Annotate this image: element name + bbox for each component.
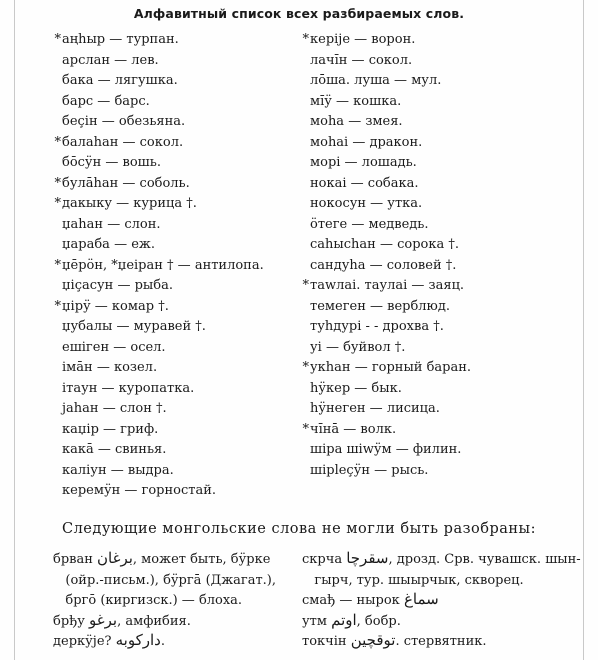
word-entry — [54, 317, 264, 338]
notes-heading: Следующие монгольские слова не могли быть разобраны: — [62, 521, 536, 537]
word-entry — [54, 481, 264, 502]
asterisk-marker: * — [54, 257, 61, 273]
word-entry — [302, 153, 471, 174]
word-entry-text: нокосун — утка. — [310, 196, 423, 211]
asterisk-marker: * — [54, 134, 61, 150]
word-entry-text: ешігeн — осел. — [62, 339, 166, 355]
word-entry — [302, 112, 471, 133]
note-text: скрча — [302, 552, 347, 567]
note-line — [53, 610, 276, 631]
arabic-script-word: داركوبه — [115, 631, 161, 649]
word-entry — [54, 30, 264, 51]
word-entry-text: туһдурі - - дрохва †. — [310, 319, 444, 334]
note-line — [53, 589, 276, 610]
arabic-script-word: برغو — [89, 610, 118, 629]
note-text: (ойр.-письм.), бӱргā (Джагат.), — [53, 572, 277, 588]
word-entry-text: кака̄ — свинья. — [62, 442, 167, 457]
word-entry-text: каџір — гриф. — [62, 421, 159, 437]
word-entry-text: ітаун — куропатка. — [62, 380, 195, 396]
word-entry — [302, 440, 471, 461]
word-list-left-column — [54, 30, 264, 502]
word-entry — [302, 297, 471, 318]
notes-left-column — [53, 548, 276, 651]
note-line — [53, 630, 276, 651]
arabic-script-word: برغان — [97, 549, 133, 567]
word-entry — [54, 297, 264, 318]
note-text: утм — [302, 613, 332, 629]
word-entry-text: балаһан — сокол. — [62, 134, 184, 150]
asterisk-marker: * — [302, 421, 309, 437]
asterisk-marker: * — [302, 32, 309, 47]
note-text: . стервятник. — [395, 634, 487, 649]
word-entry-text: бака — лягушка. — [62, 73, 178, 88]
word-entry — [54, 153, 264, 174]
word-entry — [302, 399, 471, 420]
word-entry-text: џараба — еж. — [62, 237, 155, 252]
word-entry-text: арслан — лев. — [62, 52, 159, 68]
word-entry-text: темеген — верблюд. — [310, 298, 450, 314]
word-entry — [54, 461, 264, 482]
word-entry — [54, 440, 264, 461]
note-text: , может быть, бӱрке — [132, 552, 271, 567]
word-entry — [54, 338, 264, 359]
notes-right-column — [302, 548, 581, 651]
word-entry — [54, 194, 264, 215]
arabic-script-word: سقرچا — [346, 549, 389, 567]
note-text: деркӱјe? — [53, 634, 116, 649]
note-text: смађ — нырок — [302, 593, 404, 608]
word-entry — [302, 174, 471, 195]
word-entry-text: џіҫасун — рыба. — [62, 278, 173, 293]
asterisk-marker: * — [54, 32, 61, 47]
word-entry-text: шіра шіwӱм — филин. — [310, 442, 462, 457]
word-entry — [54, 92, 264, 113]
note-line — [53, 569, 276, 590]
word-entry-text: кеpемӱн — горностай. — [62, 483, 216, 498]
word-entry — [54, 399, 264, 420]
asterisk-marker: * — [54, 175, 61, 191]
word-entry — [302, 420, 471, 441]
word-list-right-column — [302, 30, 471, 481]
word-entry — [54, 133, 264, 154]
word-entry-text: бо̄сӱн — вошь. — [62, 155, 161, 170]
note-text: . — [160, 634, 165, 649]
note-line — [302, 610, 581, 631]
word-entry — [54, 379, 264, 400]
word-entry-text: џе̄рӧн, *џеіран † — антилопа. — [62, 257, 264, 273]
note-text: токчін — [302, 634, 351, 649]
word-entry-text: һӱнеген — лисица. — [310, 401, 440, 416]
note-text: , бобр. — [356, 613, 401, 629]
word-entry — [54, 174, 264, 195]
arabic-script-word: سماغ — [403, 590, 439, 608]
word-entry-text: укһан — горный баран. — [310, 360, 472, 375]
word-entry — [302, 379, 471, 400]
word-entry-text: мі̄ӱ — кошка. — [310, 93, 402, 109]
note-line — [302, 630, 581, 651]
note-line — [53, 548, 276, 569]
word-entry-text: лōша. луша — мул. — [310, 73, 442, 88]
word-entry — [302, 235, 471, 256]
note-text: , дрозд. Срв. чувашск. шын- — [388, 552, 581, 567]
page-border-left — [14, 0, 15, 660]
word-entry — [302, 30, 471, 51]
word-entry-text: јаһан — слон †. — [62, 401, 167, 416]
note-text: брђу — [53, 613, 90, 629]
note-line — [302, 589, 581, 610]
word-entry — [302, 461, 471, 482]
word-entry — [54, 215, 264, 236]
word-entry — [54, 235, 264, 256]
asterisk-marker: * — [54, 298, 61, 314]
arabic-script-word: توقچين — [350, 631, 396, 649]
word-entry — [54, 276, 264, 297]
word-entry-text: дакыку — курица †. — [62, 196, 197, 211]
word-entry-text: моһа — змея. — [310, 114, 403, 129]
word-entry — [54, 71, 264, 92]
word-entry-text: ӧтеге — медведь. — [310, 216, 429, 232]
word-entry — [302, 71, 471, 92]
word-entry-text: лачі̄н — сокол. — [310, 52, 413, 68]
word-entry — [54, 358, 264, 379]
word-entry — [302, 317, 471, 338]
note-text: брго̄ (киргизск.) — блоха. — [53, 593, 243, 608]
note-text: , амфибия. — [117, 613, 191, 629]
note-text: гырч, тур. шыырчык, скворец. — [302, 572, 524, 588]
page-title: Алфавитный список всех разбираемых слов. — [133, 6, 465, 21]
word-entry — [302, 338, 471, 359]
word-entry-text: чі̄нā — волк. — [310, 421, 397, 437]
note-line — [302, 569, 581, 590]
asterisk-marker: * — [302, 278, 309, 293]
word-entry — [302, 133, 471, 154]
word-entry — [54, 112, 264, 133]
word-entry — [302, 194, 471, 215]
word-entry-text: џірӱ — комар †. — [62, 298, 169, 314]
word-entry-text: морі — лошадь. — [310, 155, 417, 170]
word-entry — [302, 215, 471, 236]
word-entry-text: шірlеҫӱн — рысь. — [310, 462, 429, 478]
page-border-right — [583, 0, 584, 660]
word-entry-text: џаһан — слон. — [62, 216, 161, 232]
asterisk-marker: * — [54, 196, 61, 211]
word-entry — [302, 276, 471, 297]
word-entry-text: керіјe — ворон. — [310, 32, 416, 47]
word-entry — [54, 51, 264, 72]
word-entry-text: саһысһан — сорока †. — [310, 237, 459, 252]
arabic-script-word: اوتم — [331, 610, 357, 629]
word-entry-text: аңһыр — турпан. — [62, 32, 179, 47]
word-entry-text: џубалы — муравей †. — [62, 319, 206, 334]
word-entry — [302, 92, 471, 113]
word-entry-text: уі — буйвол †. — [310, 339, 406, 355]
word-entry-text: моһаі — дракон. — [310, 134, 423, 150]
word-entry — [302, 51, 471, 72]
note-text: брван — [53, 552, 98, 567]
word-entry — [302, 358, 471, 379]
word-entry-text: һӱкер — бык. — [310, 380, 402, 396]
word-entry-text: нокаі — собака. — [310, 175, 419, 191]
word-entry-text: була̄һан — соболь. — [62, 175, 190, 191]
word-entry-text: барс — барс. — [62, 93, 150, 109]
word-entry — [302, 256, 471, 277]
word-entry-text: каліун — выдра. — [62, 462, 174, 478]
note-line — [302, 548, 581, 569]
word-entry-text: таwлаі. таулаі — заяц. — [310, 278, 465, 293]
word-entry — [54, 256, 264, 277]
word-entry-text: беҫін — обезьяна. — [62, 114, 186, 129]
word-entry — [54, 420, 264, 441]
asterisk-marker: * — [302, 360, 309, 375]
word-entry-text: сандуһа — соловей †. — [310, 257, 457, 273]
word-entry-text: іма̄н — козел. — [62, 360, 158, 375]
